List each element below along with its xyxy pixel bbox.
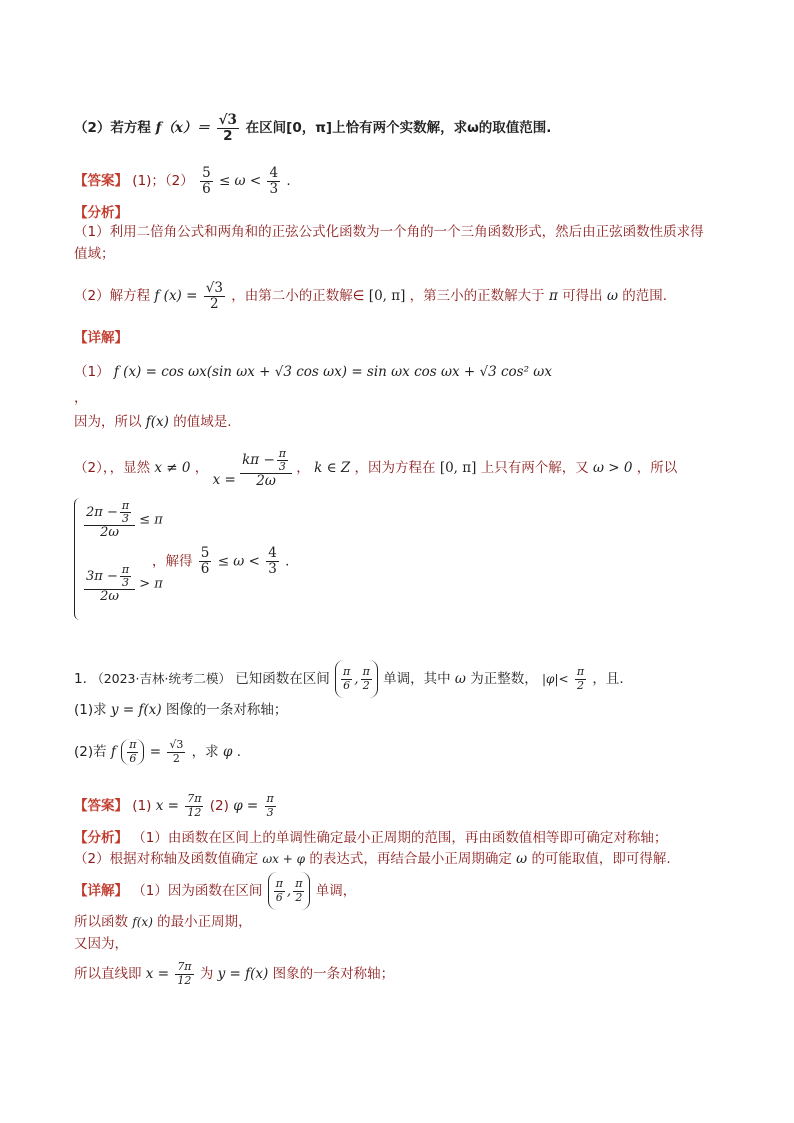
detail-1-line-4: （2），，显然 x ≠ 0 ， x = kπ − $\frac{\pi}{3}$ 2ω ， k ∈ Z ，因为方程在 [0, π] 上只有两个解，又 ω > 0 ，所以	[74, 446, 678, 490]
detail-2-line-4: 所以直线即 x = $\frac{7\pi}{12}$ 为 y = f(x) 图象的一条对称轴；	[74, 960, 395, 987]
sub-question-1: (1)求 y = f(x) 图像的一条对称轴；	[74, 702, 288, 718]
analysis-1-line-1: （1）利用二倍角公式和两角和的正弦公式化函数为一个角的一个三角函数形式，然后由正弦函数性质求得	[74, 224, 704, 240]
analysis-1-line-2: 值域；	[74, 246, 115, 262]
detail-2-line-1: 【详解】 （1）因为函数在区间 $\frac{\pi}{6}$ , $\frac{\pi}{2}$ 单调，	[74, 872, 356, 910]
analysis-2-line-1: 【分析】 （1）由函数在区间上的单调性确定最小正周期的范围，再由函数值相等即可确定对称轴；	[74, 830, 668, 846]
answer-1-line: 【答案】 (1)；（2） $\frac{5}{6}$ ≤ ω < $\frac{4}{3}$ .	[74, 164, 291, 197]
answer-fraction-b: $\frac{4}{3}$	[269, 164, 279, 197]
detail-2-line-3: 又因为，	[74, 936, 128, 952]
analysis-2-line-2: （2）根据对称轴及函数值确定 ωx + φ 的表达式，再结合最小正周期确定 ω 的可能取值，即可得解.	[74, 851, 671, 867]
question-2-function: f（x）＝	[155, 120, 210, 136]
detail-1-tag-line	[74, 328, 128, 348]
detail-1-formula: f (x) = cos ωx(sin ωx + √3 cos ωx) = sin ωx cos ωx + √3 cos² ωx	[113, 364, 552, 380]
answer-2-line: 【答案】 (1) x = $\frac{7\pi}{12}$ (2) φ = $\frac{\pi}{3}$	[74, 792, 274, 819]
question-1-line: 1. （2023·吉林·统考二模） 已知函数在区间 $\frac{\pi}{6}$ , $\frac{\pi}{2}$ 单调，其中 ω 为正整数， |φ|< $\frac{\pi}{2}$ ，且.	[74, 660, 624, 698]
detail-2-line-2: 所以函数 f(x) 的最小正周期，	[74, 914, 252, 930]
detail-tag: 【详解】	[74, 330, 128, 346]
sub-question-2: (2)若 f $\frac{\pi}{6}$ = $\frac{√3}{2}$ ，求 φ .	[74, 738, 242, 765]
analysis-1-line-3: （2）解方程 f (x) = $\frac{√3}{2}$ ，由第二小的正数解∈ [0, π] ，第三小的正数解大于 π 可得出 ω 的范围.	[74, 279, 668, 312]
inequality-row-2: 3π − $\frac{\pi}{3}$ 2ω > π	[86, 563, 163, 605]
detail-1-line-3: 因为，所以 f(x) 的值域是.	[74, 414, 232, 430]
detail-1-line-1: （1） f (x) = cos ωx(sin ωx + √3 cos ωx) = sin ωx cos ωx + √3 cos² ωx	[74, 364, 552, 380]
analysis-1-tag-line	[74, 203, 128, 223]
answer-fraction-a: $\frac{5}{6}$	[202, 164, 211, 197]
inequality-system	[74, 498, 494, 622]
inequality-row-1: 2π − $\frac{\pi}{3}$ 2ω ≤ π	[86, 499, 163, 541]
question-2-line	[74, 108, 551, 148]
analysis-fraction: $\frac{√3}{2}$	[205, 279, 223, 312]
analysis-tag: 【分析】	[74, 205, 128, 221]
question-2-fraction: $\frac{√3}{2}$	[218, 111, 237, 144]
detail-1-comma: ，	[74, 390, 88, 406]
detail-x-fraction: kπ − $\frac{\pi}{3}$ 2ω	[240, 448, 292, 488]
answer-tag: 【答案】	[74, 173, 128, 189]
question-2-text: 在区间[0，π]上恰有两个实数解，求ω的取值范围.	[245, 120, 552, 136]
question-source: （2023·吉林·统考二模）	[91, 671, 231, 686]
left-brace	[74, 498, 82, 620]
interval-paren: $\frac{\pi}{6}$ , $\frac{\pi}{2}$	[335, 660, 378, 698]
question-2-prefix: （2）若方程	[74, 120, 151, 136]
inequality-solution: ，解得 $\frac{5}{6}$ ≤ ω < $\frac{4}{3}$ .	[152, 545, 290, 577]
